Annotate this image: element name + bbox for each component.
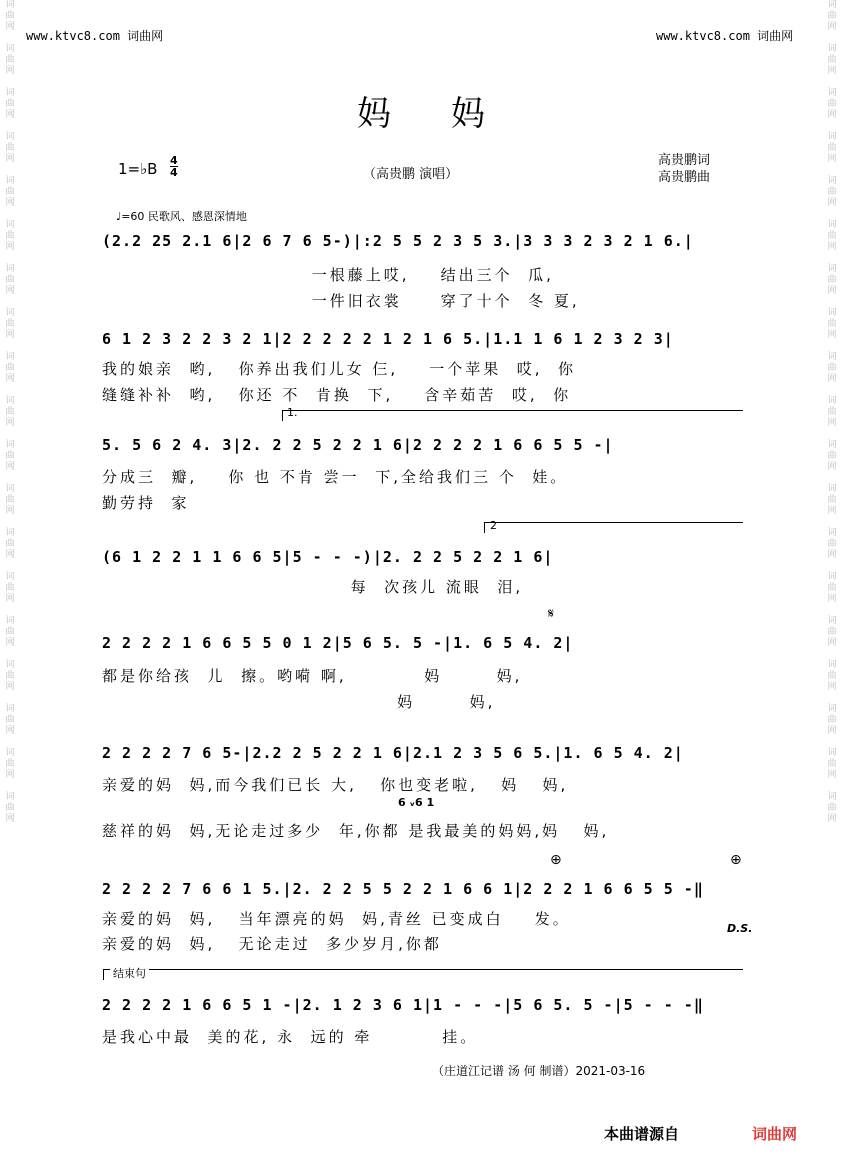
lyric-row-1-verse-2: 一件旧衣裳 穿了十个 冬 夏, <box>102 292 580 310</box>
time-signature <box>170 155 178 178</box>
lyric-row-6-verse-2: 慈祥的妈 妈,无论走过多少 年,你都 是我最美的妈妈,妈 妈, <box>102 822 610 840</box>
ds-marking: D.S. <box>727 922 753 935</box>
notation-row-3: 5. 5 6 2 4. 3|2. 2 2 5 2 2 1 6|2 2 2 2 1 6 6 5 5 -| <box>102 436 614 454</box>
site-watermark-left[interactable]: www.ktvc8.com 词曲网 <box>26 29 164 43</box>
lyric-row-5-verse-1: 都是你给孩 儿 擦。哟嗬 啊, 妈 妈, <box>102 667 523 685</box>
composer-credit: 高贵鹏曲 <box>658 170 711 185</box>
singer-credit: （高贵鹏 演唱） <box>363 167 459 182</box>
side-watermark-right: 词 曲 网 词 曲 网 词 曲 网 词 曲 网 词 曲 网 词 曲 网 词 曲 网 词 曲 网 词 曲 网 词 曲 网 词 曲 网 词 曲 网 词 曲 网 词 曲 网 词 曲 网 词 曲 网 词 曲 网 词 曲 网 词 曲 网 <box>827 0 837 824</box>
lyric-row-3-verse-2: 勤劳持 家 <box>102 494 190 512</box>
side-watermark-left: 词 曲 网 词 曲 网 词 曲 网 词 曲 网 词 曲 网 词 曲 网 词 曲 网 词 曲 网 词 曲 网 词 曲 网 词 曲 网 词 曲 网 词 曲 网 词 曲 网 词 曲 网 词 曲 网 词 曲 网 词 曲 网 词 曲 网 <box>5 0 15 824</box>
notation-row-2: 6 1 2 3 2 2 3 2 1|2 2 2 2 2 1 2 1 6 5.|1.1 1 6 1 2 3 2 3| <box>102 330 674 348</box>
notation-row-5: 2 2 2 2 1 6 6 5 5 0 1 2|5 6 5. 5 -|1. 6 5 4. 2| <box>102 634 574 652</box>
ending-1-label: 1. <box>287 406 298 419</box>
notation-row-1: (2.2 25 2.1 6|2 6 7 6 5-)|:2 5 5 2 3 5 3.|3 3 3 2 3 2 1 6.| <box>102 232 694 250</box>
credits <box>658 152 710 186</box>
lyric-row-8: 是我心中最 美的花, 永 远的 牵 挂。 <box>102 1028 479 1046</box>
outro-bracket <box>103 969 743 980</box>
coda-sign-2: ⊕ <box>730 852 742 868</box>
ending-1-bracket <box>282 410 743 421</box>
lyric-row-2-verse-1: 我的娘亲 哟, 你养出我们儿女 仨, 一个苹果 哎, 你 <box>102 360 577 378</box>
lyric-row-7-verse-1: 亲爱的妈 妈, 当年漂亮的妈 妈,青丝 已变成白 发。 <box>102 910 571 928</box>
lyric-row-2-verse-2: 缝缝补补 哟, 你还 不 肯换 下, 含辛茹苦 哎, 你 <box>102 386 572 404</box>
outro-label: 结束句 <box>110 965 149 981</box>
notation-row-8: 2 2 2 2 1 6 6 5 1 -|2. 1 2 3 6 1|1 - - -|5 6 5. 5 -|5 - - -‖ <box>102 996 704 1014</box>
song-title: 妈妈 <box>357 94 545 134</box>
notation-row-6: 2 2 2 2 7 6 5-|2.2 2 5 2 2 1 6|2.1 2 3 5 6 5.|1. 6 5 4. 2| <box>102 744 684 762</box>
lyric-row-7-verse-2: 亲爱的妈 妈, 无论走过 多少岁月,你都 <box>102 935 442 953</box>
notation-row-4: (6 1 2 2 1 1 6 6 5|5 - - -)|2. 2 2 5 2 2 1 6| <box>102 548 554 566</box>
notation-row-7: 2 2 2 2 7 6 6 1 5.|2. 2 2 5 5 2 2 1 6 6 1|2 2 2 1 6 6 5 5 -‖ <box>102 880 704 898</box>
site-watermark-right[interactable]: www.ktvc8.com 词曲网 <box>656 29 794 43</box>
grace-notes: 6 ᵥ6 1 <box>398 796 435 809</box>
lyric-row-6-verse-1: 亲爱的妈 妈,而今我们已长 大, 你也变老啦, 妈 妈, <box>102 776 569 794</box>
coda-sign-1: ⊕ <box>550 852 562 868</box>
ending-2-bracket <box>484 522 743 533</box>
meter-bottom: 4 <box>170 166 178 179</box>
ending-2-label: 2 <box>490 519 497 532</box>
lyric-row-1-verse-1: 一根藤上哎, 结出三个 瓜, <box>102 266 554 284</box>
lyric-row-3-verse-1: 分成三 瓣, 你 也 不肯 尝一 下,全给我们三 个 娃。 <box>102 468 569 486</box>
meter-top: 4 <box>170 154 178 167</box>
source-brand-link[interactable]: 词曲网 <box>752 1125 798 1143</box>
tempo-marking: ♩=60 民歌风、感恩深情地 <box>116 210 247 223</box>
source-label: 本曲谱源自 <box>604 1125 680 1143</box>
lyric-row-4: 每 次孩儿 流眼 泪, <box>102 578 524 596</box>
segno-sign: 𝄋 <box>548 606 555 622</box>
lyric-row-5-verse-2: 妈 妈, <box>102 693 496 711</box>
lyricist-credit: 高贵鹏词 <box>658 153 711 168</box>
key-signature: 1=♭B <box>118 160 158 178</box>
notation-credit: （庄道江记谱 汤 何 制谱）2021-03-16 <box>432 1064 646 1078</box>
